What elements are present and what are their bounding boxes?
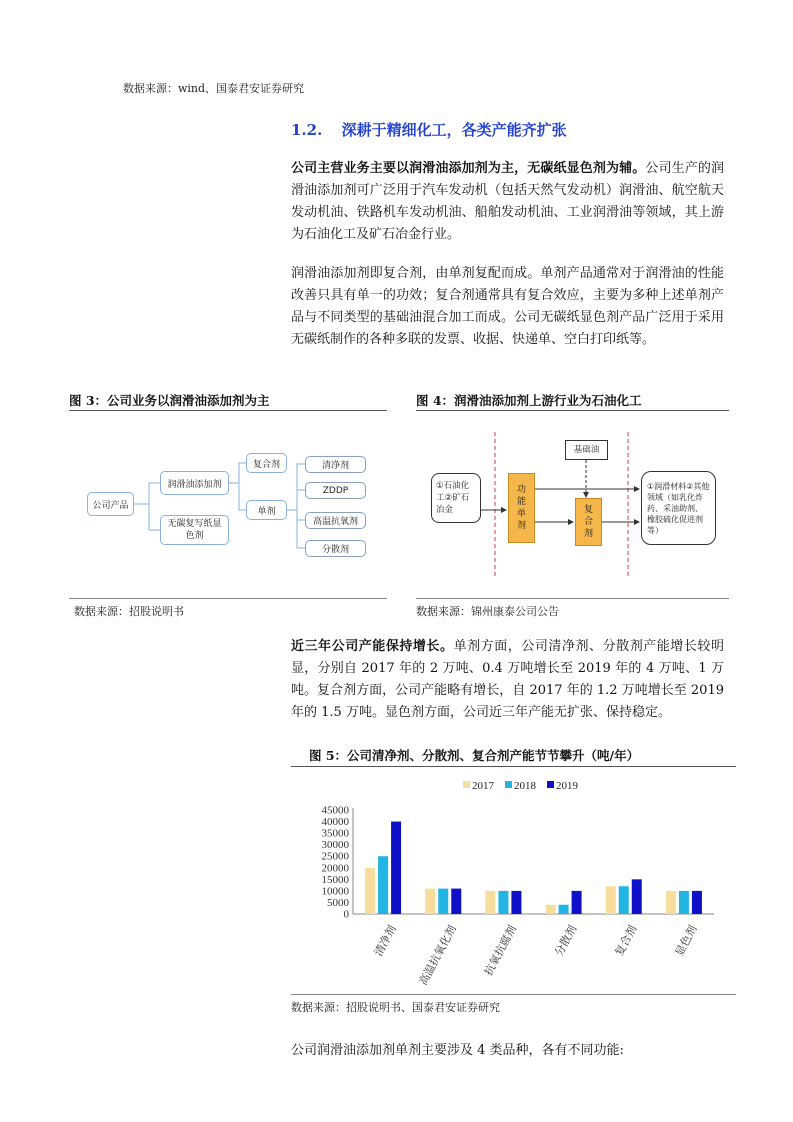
figure5-chart (291, 770, 736, 992)
y-tick-label: 45000 (321, 804, 349, 817)
bar-2018-抗氧抗腐剂 (498, 891, 508, 914)
legend-swatch-2017 (463, 781, 470, 788)
figure3-bottom-rule (69, 598, 387, 599)
figure4-bottom-rule (416, 598, 729, 599)
paragraph-capacity (291, 636, 724, 724)
bar-2018-分散剂 (559, 905, 569, 914)
paragraph-additives: 润滑油添加剂即复合剂，由单剂复配而成。单剂产品通常对于润滑油的性能改善只具有单一的功效；复合剂通常具有复合效应，主要为多种上述单剂产品与不同类型的基础油混合加工而成。公司无碳纸显色剂产品广泛用于采用无碳纸制作的各种多联的发票、收据、快递单、空白打印纸等。 (291, 266, 724, 347)
bar-2018-显色剂 (679, 891, 689, 914)
node-detergent: 清净剂 (305, 456, 366, 473)
section-heading (291, 119, 567, 140)
node-compound: 复合剂 (246, 453, 287, 473)
top-source: 数据来源：wind、国泰君安证券研究 (123, 82, 305, 95)
node-dispersant: 分散剂 (305, 540, 366, 557)
figure4-source: 数据来源：锦州康泰公司公告 (416, 605, 559, 618)
paragraph-capacity-lead: 近三年公司产能保持增长。 (291, 639, 454, 654)
x-tick-label: 复合剂 (612, 923, 640, 959)
y-tick-label: 30000 (321, 839, 349, 852)
x-tick-label: 抗氧抗腐剂 (481, 923, 520, 978)
y-tick-label: 10000 (321, 885, 349, 898)
figure4-top-rule (416, 410, 729, 411)
legend-swatch-2019 (547, 781, 554, 788)
x-tick-label: 分散剂 (552, 923, 580, 959)
y-tick-label: 20000 (321, 862, 349, 875)
x-tick-label: 显色剂 (672, 923, 700, 959)
figure5-title: 图 5：公司清净剂、分散剂、复合剂产能节节攀升（吨/年） (309, 748, 640, 763)
figure5-source: 数据来源：招股说明书、国泰君安证券研究 (291, 1001, 500, 1014)
bar-2018-复合剂 (619, 886, 629, 914)
paragraph-main-business (291, 158, 724, 246)
node-single: 单剂 (246, 500, 287, 520)
legend-swatch-2018 (505, 781, 512, 788)
bar-2017-清净剂 (365, 868, 375, 914)
figure3-source: 数据来源：招股说明书 (74, 605, 184, 618)
paragraph-lead: 公司主营业务主要以润滑油添加剂为主，无碳纸显色剂为辅。 (291, 161, 646, 176)
legend-label-2019: 2019 (556, 780, 578, 792)
bar-2017-抗氧抗腐剂 (485, 891, 495, 914)
node-antioxidant: 高温抗氧剂 (305, 512, 366, 529)
bar-2019-复合剂 (632, 879, 642, 914)
y-tick-label: 5000 (327, 896, 349, 909)
bar-2018-清净剂 (378, 856, 388, 914)
figure3-top-rule (69, 410, 387, 411)
figure3-title: 图 3：公司业务以润滑油添加剂为主 (69, 393, 270, 408)
bar-2019-显色剂 (692, 891, 702, 914)
figure4-diagram (416, 412, 729, 596)
node-functional-single: 功能单剂 (508, 473, 535, 543)
legend-label-2017: 2017 (472, 780, 494, 792)
node-compound-agent: 复合剂 (575, 498, 602, 546)
y-tick-label: 0 (343, 908, 349, 921)
bar-2017-显色剂 (666, 891, 676, 914)
legend-label-2018: 2018 (514, 780, 536, 792)
bar-2019-分散剂 (572, 891, 582, 914)
node-zddp: ZDDP (305, 482, 366, 499)
paragraph-capacity-body: 单剂方面，公司清净剂、分散剂产能增长较明显，分别自 2017 年的 2 万吨、0.4 万吨增长至 2019 年的 4 万吨、1 万吨。复合剂方面，公司产能略有增长，自 2017 年的 1.2 万吨增长至 2019 年的 1.5 万吨。显色剂方面，公司近三年产能无扩张、保持稳定。 (291, 639, 724, 720)
y-tick-label: 25000 (321, 850, 349, 863)
bar-2019-高温抗氧化剂 (451, 889, 461, 914)
node-company-products: 公司产品 (87, 492, 134, 516)
section-number: 1.2. (291, 121, 323, 139)
bar-2017-复合剂 (606, 886, 616, 914)
paragraph-body: 公司生产的润滑油添加剂可广泛用于汽车发动机（包括天然气发动机）润滑油、航空航天发动机油、铁路机车发动机油、船舶发动机油、工业润滑油等领域，其上游为石油化工及矿石冶金行业。 (291, 161, 724, 242)
bar-2019-抗氧抗腐剂 (511, 891, 521, 914)
node-base-oil: 基础油 (565, 440, 608, 460)
figure4-title: 图 4：润滑油添加剂上游行业为石油化工 (416, 393, 642, 408)
x-tick-label: 清净剂 (371, 923, 399, 959)
figure3-diagram (69, 412, 387, 596)
bar-2019-清净剂 (391, 822, 401, 914)
figure5-top-rule (291, 766, 736, 767)
node-upstream: ①石油化工②矿石冶金 (431, 473, 481, 523)
section-title: 深耕于精细化工，各类产能齐扩张 (341, 121, 567, 139)
bar-2017-分散剂 (546, 905, 556, 914)
y-tick-label: 15000 (321, 873, 349, 886)
bar-2017-高温抗氧化剂 (425, 889, 435, 914)
y-tick-label: 35000 (321, 827, 349, 840)
node-carbonless-paper-developer: 无碳复写纸显色剂 (160, 515, 229, 545)
bar-2018-高温抗氧化剂 (438, 889, 448, 914)
node-lube-additive: 润滑油添加剂 (160, 471, 229, 495)
y-tick-label: 40000 (321, 816, 349, 829)
figure5-bottom-rule (291, 994, 736, 995)
x-tick-label: 高温抗氧化剂 (416, 923, 459, 988)
node-downstream: ①润滑材料②其他领域（如乳化炸药、采油助剂、橡胶硫化促进剂等） (641, 471, 716, 545)
paragraph-closing: 公司润滑油添加剂单剂主要涉及 4 类品种，各有不同功能: (291, 1043, 624, 1058)
